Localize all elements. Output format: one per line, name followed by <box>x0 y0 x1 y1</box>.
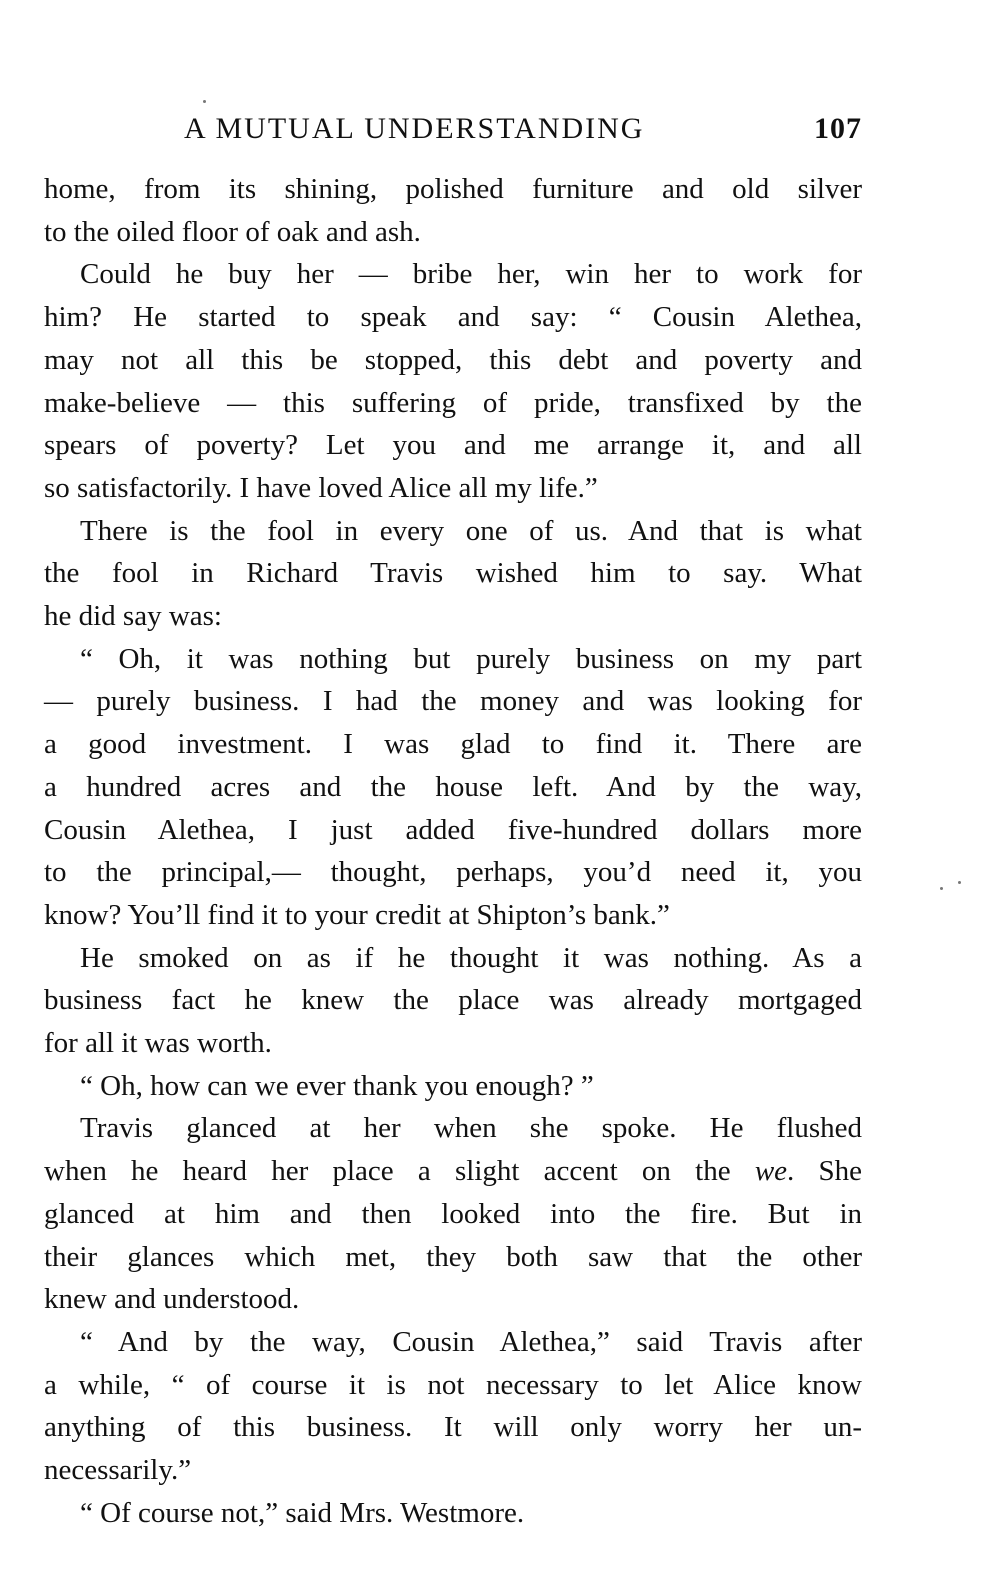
text-line: so satisfactorily. I have loved Alice all my life.” <box>44 471 598 504</box>
text-line: He smoked on as if he thought it was nothing. As a <box>80 941 862 974</box>
body-text <box>44 168 862 1535</box>
print-speck <box>958 881 961 884</box>
text-line: Cousin Alethea, I just added five-hundred dollars more <box>44 813 862 846</box>
text-line: business fact he knew the place was already mortgaged <box>44 984 862 1017</box>
book-page <box>44 104 862 1535</box>
text-line: spears of poverty? Let you and me arrange it, and all <box>44 429 862 462</box>
text-line: him? He started to speak and say: “ Cousin Alethea, <box>44 301 862 334</box>
text-line: There is the fool in every one of us. And that is what <box>80 514 862 547</box>
text-line: their glances which met, they both saw that the other <box>44 1240 862 1273</box>
text-line: “ And by the way, Cousin Alethea,” said Travis after <box>80 1325 862 1358</box>
print-speck <box>203 100 206 103</box>
page-number: 107 <box>814 112 862 145</box>
text-line-part: when he heard her place a slight accent on the <box>44 1155 755 1188</box>
text-line: home, from its shining, polished furniture and old silver <box>44 173 862 205</box>
text-line: to the principal,— thought, perhaps, you’d need it, you <box>44 856 862 889</box>
text-line: a hundred acres and the house left. And by the way, <box>44 770 862 803</box>
running-title: A MUTUAL UNDERSTANDING <box>184 112 645 145</box>
text-line: “ Of course not,” said Mrs. Westmore. <box>80 1496 525 1529</box>
text-line: necessarily.” <box>44 1454 192 1487</box>
text-line: knew and understood. <box>44 1283 300 1316</box>
text-line: “ Oh, how can we ever thank you enough? ” <box>80 1069 594 1102</box>
text-line <box>44 1150 862 1193</box>
running-head <box>44 104 862 156</box>
text-line: he did say was: <box>44 600 222 633</box>
text-line-part: . She <box>787 1155 863 1188</box>
text-line: for all it was worth. <box>44 1027 272 1060</box>
text-line: a while, “ of course it is not necessary to let Alice know <box>44 1368 862 1401</box>
text-line: a good investment. I was glad to find it. There are <box>44 728 862 761</box>
text-line: may not all this be stopped, this debt and poverty and <box>44 343 862 376</box>
emphasized-word: we <box>754 1155 788 1188</box>
text-line: make-believe — this suffering of pride, transfixed by the <box>44 386 862 419</box>
text-line: Could he buy her — bribe her, win her to work for <box>80 258 862 291</box>
text-line: glanced at him and then looked into the fire. But in <box>44 1197 862 1230</box>
text-line: know? You’ll find it to your credit at Shipton’s bank.” <box>44 898 670 931</box>
text-line: to the oiled floor of oak and ash. <box>44 215 421 248</box>
print-speck <box>940 887 943 890</box>
text-line: “ Oh, it was nothing but purely business on my part <box>80 642 862 675</box>
text-line: Travis glanced at her when she spoke. He flushed <box>80 1112 862 1145</box>
text-line: the fool in Richard Travis wished him to say. What <box>44 557 862 590</box>
text-line: anything of this business. It will only worry her un- <box>44 1411 862 1444</box>
text-line: — purely business. I had the money and was looking for <box>44 685 862 718</box>
